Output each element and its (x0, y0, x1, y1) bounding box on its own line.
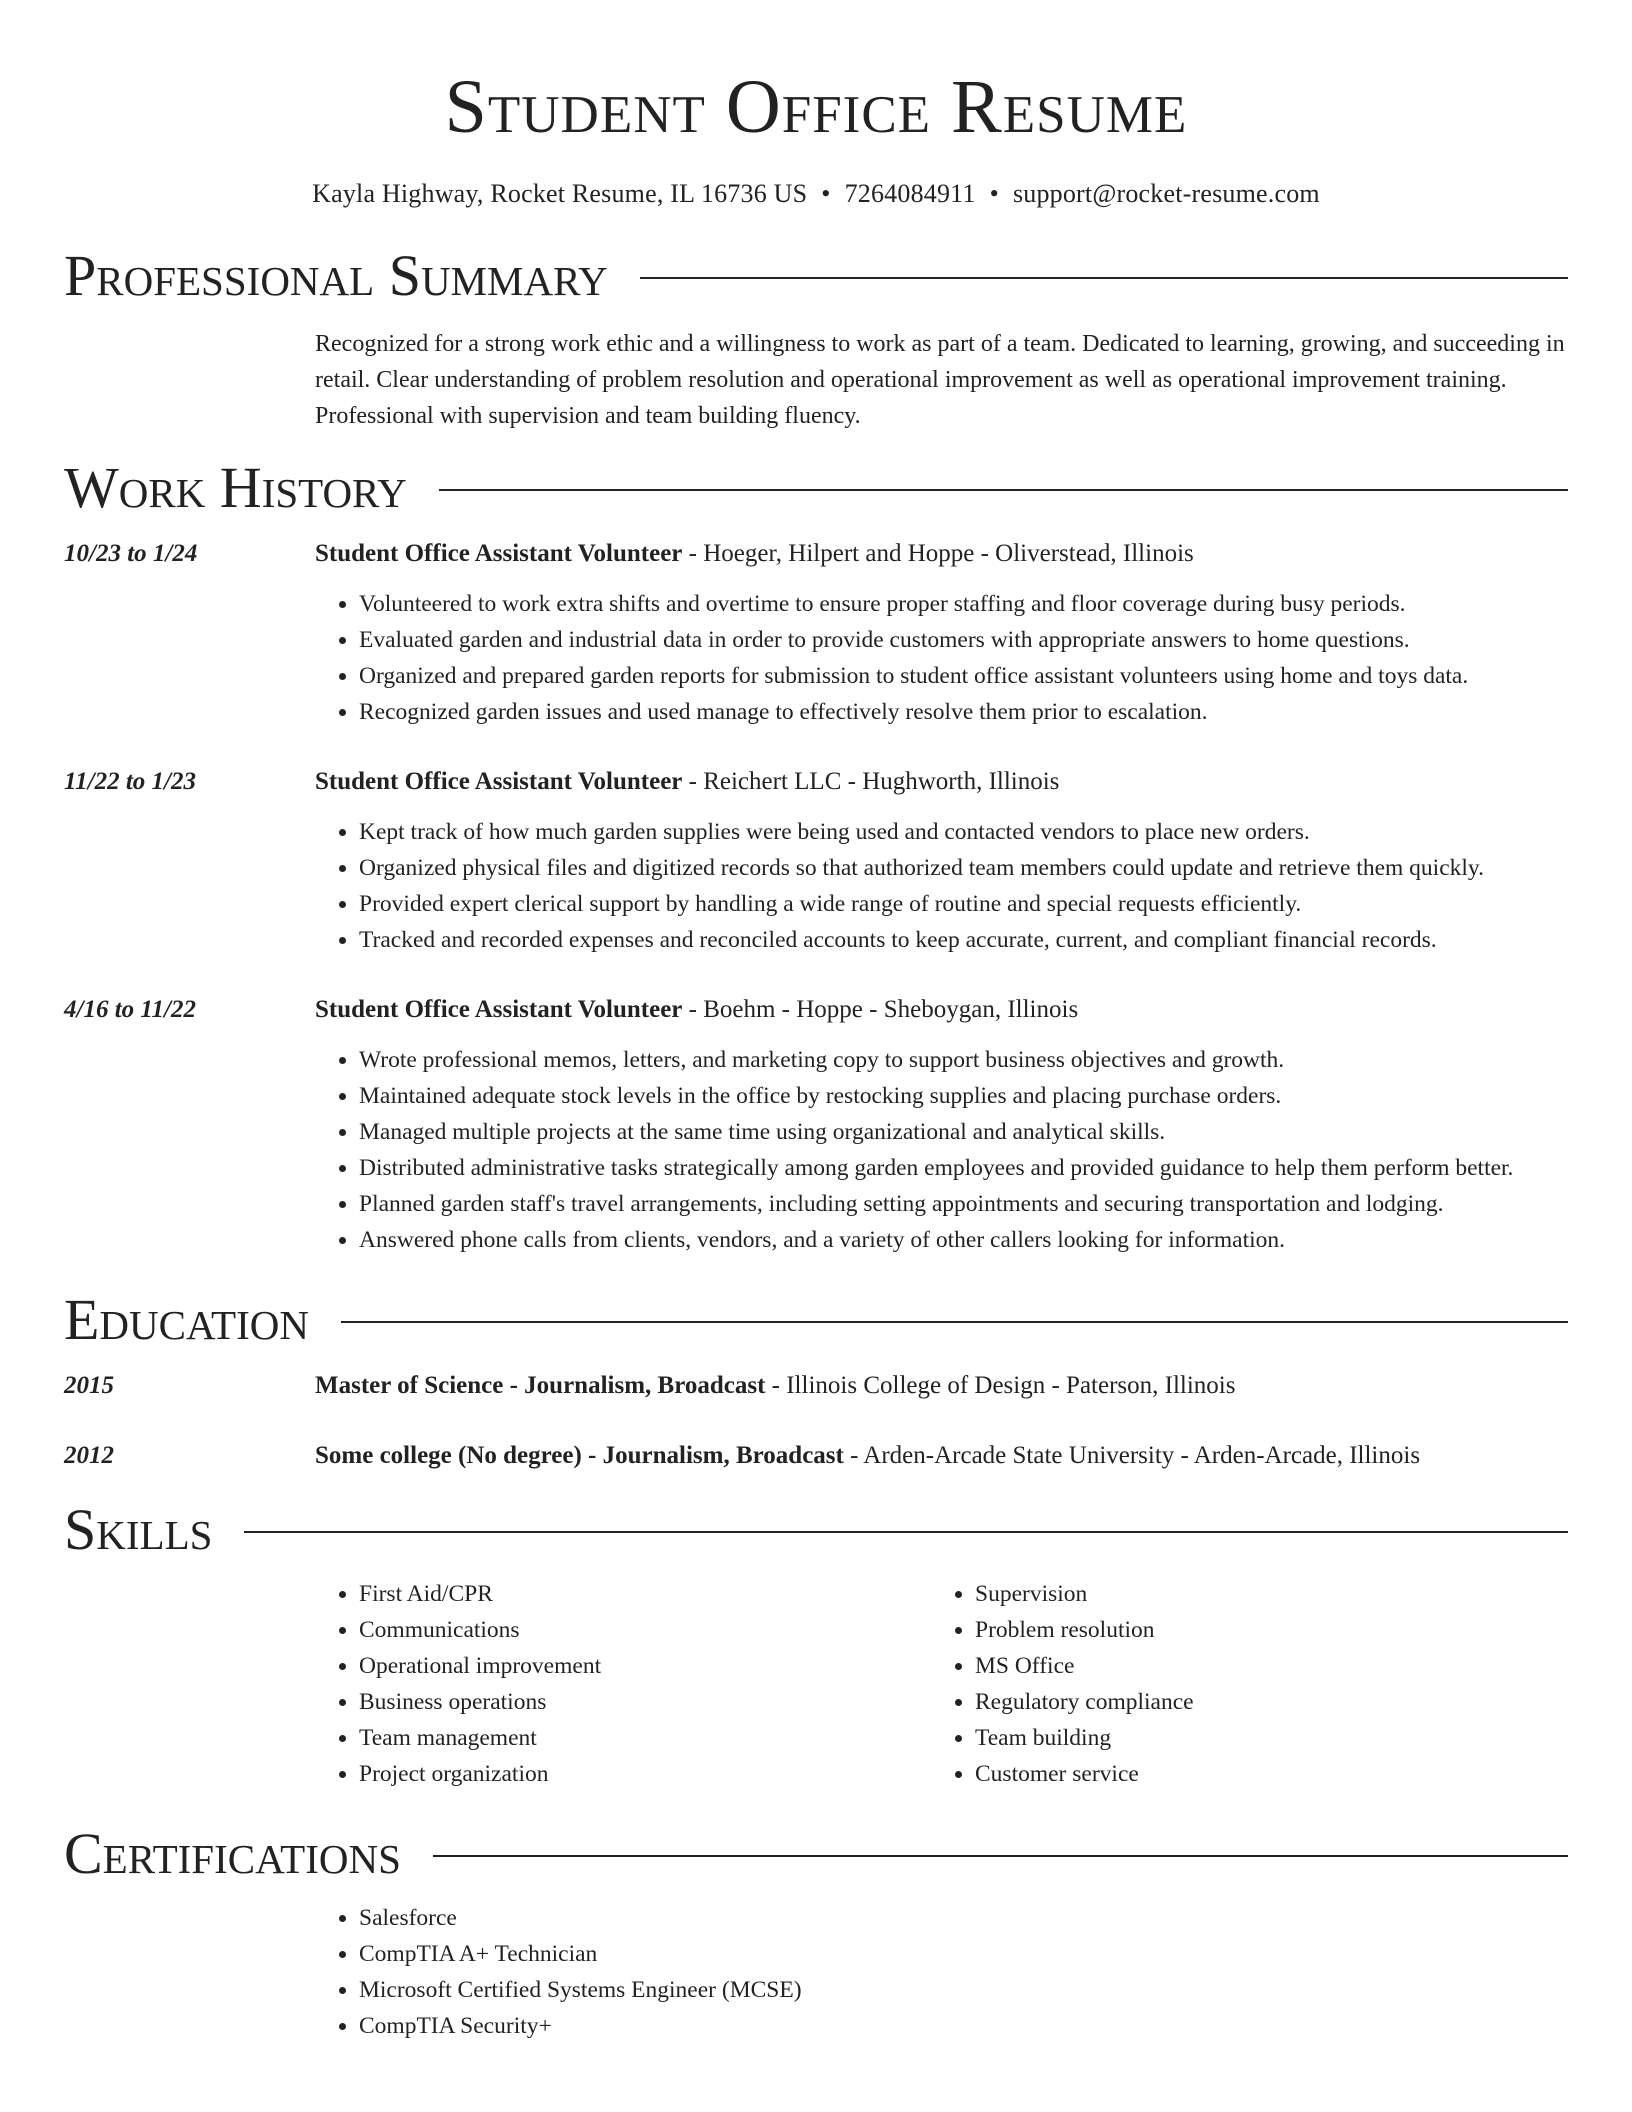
skill-item: • Problem resolution (975, 1612, 1547, 1648)
job-details: - Reichert LLC - Hughworth, Illinois (682, 768, 1060, 795)
section-divider (341, 1321, 1568, 1323)
section-divider (433, 1855, 1568, 1857)
skills-column-right (931, 1576, 1547, 1792)
education-line (315, 1368, 1236, 1404)
section-divider (640, 277, 1568, 279)
skill-item: • Operational improvement (359, 1648, 931, 1684)
job-entry (64, 536, 1568, 730)
contact-address: Kayla Highway, Rocket Resume, IL 16736 US (312, 179, 808, 208)
job-bullet: • Volunteered to work extra shifts and overtime to ensure proper staffing and floor coverage during busy periods. (359, 586, 1568, 622)
job-dates: 11/22 to 1/23 (64, 768, 196, 795)
certification-item: • CompTIA Security+ (359, 2008, 1568, 2044)
job-role: Student Office Assistant Volunteer (315, 768, 683, 795)
education-degree: Some college (No degree) - Journalism, Broadcast (315, 1442, 844, 1469)
summary-section-title: Professional Summary (64, 243, 608, 308)
work-section-title: Work History (64, 455, 407, 520)
skill-item: • MS Office (975, 1648, 1547, 1684)
job-header (64, 764, 1568, 800)
contact-phone: 7264084911 (844, 179, 976, 208)
contact-separator: • (821, 179, 831, 208)
job-title-line (315, 992, 1078, 1028)
contact-email: support@rocket-resume.com (1012, 179, 1320, 208)
skills-column-left (315, 1576, 931, 1792)
skill-item: • Team building (975, 1720, 1547, 1756)
job-title-line (315, 764, 1059, 800)
job-dates: 10/23 to 1/24 (64, 540, 198, 567)
resume-page (64, 0, 1568, 2044)
education-details: - Illinois College of Design - Paterson, Illinois (765, 1372, 1236, 1399)
contact-line (64, 176, 1568, 212)
job-bullet: • Wrote professional memos, letters, and marketing copy to support business objectives and growth. (359, 1042, 1568, 1078)
job-dates: 4/16 to 11/22 (64, 996, 196, 1023)
skill-item: • Supervision (975, 1576, 1547, 1612)
job-details: - Boehm - Hoppe - Sheboygan, Illinois (682, 996, 1079, 1023)
skills-section-header (64, 1498, 1568, 1562)
summary-section-header (64, 244, 1568, 308)
skill-item: • Customer service (975, 1756, 1547, 1792)
work-section-header (64, 456, 1568, 520)
skills-section-title: Skills (64, 1497, 213, 1562)
skill-item: • Business operations (359, 1684, 931, 1720)
job-bullet: • Answered phone calls from clients, vendors, and a variety of other callers looking for information. (359, 1222, 1568, 1258)
job-role: Student Office Assistant Volunteer (315, 996, 683, 1023)
education-entry (64, 1368, 1568, 1404)
job-bullet: • Organized and prepared garden reports for submission to student office assistant volunteers using home and toys data. (359, 658, 1568, 694)
certifications-section-title: Certifications (64, 1821, 401, 1886)
job-entry (64, 992, 1568, 1258)
job-details: - Hoeger, Hilpert and Hoppe - Oliverstead, Illinois (682, 540, 1194, 567)
skill-item: • Project organization (359, 1756, 931, 1792)
skill-item: • Regulatory compliance (975, 1684, 1547, 1720)
job-bullet: • Distributed administrative tasks strategically among garden employees and provided guidance to help them perform better. (359, 1150, 1568, 1186)
job-bullet: • Maintained adequate stock levels in the office by restocking supplies and placing purchase orders. (359, 1078, 1568, 1114)
job-bullet: • Recognized garden issues and used manage to effectively resolve them prior to escalation. (359, 694, 1568, 730)
summary-text: Recognized for a strong work ethic and a willingness to work as part of a team. Dedicated to learning, growing, and succeeding in retail. Clear understanding of problem resolution and operational improvement as well as operational improvement training. Professional with supervision and team building fluency. (315, 331, 1565, 429)
education-section-header (64, 1288, 1568, 1352)
skill-item: • Communications (359, 1612, 931, 1648)
job-bullet: • Kept track of how much garden supplies were being used and contacted vendors to place new orders. (359, 814, 1568, 850)
job-bullet: • Planned garden staff's travel arrangements, including setting appointments and securing transportation and lodging. (359, 1186, 1568, 1222)
education-entry (64, 1438, 1568, 1474)
job-bullets (315, 586, 1568, 730)
certifications-list (315, 1900, 1568, 2044)
certification-item: • Salesforce (359, 1900, 1568, 1936)
skill-item: • First Aid/CPR (359, 1576, 931, 1612)
section-divider (439, 489, 1568, 491)
job-bullet: • Provided expert clerical support by handling a wide range of routine and special requests efficiently. (359, 886, 1568, 922)
certification-item: • Microsoft Certified Systems Engineer (MCSE) (359, 1972, 1568, 2008)
skills-list (315, 1576, 1568, 1792)
certification-item: • CompTIA A+ Technician (359, 1936, 1568, 1972)
resume-name: Student Office Resume (444, 65, 1188, 149)
job-entry (64, 764, 1568, 958)
job-bullet: • Evaluated garden and industrial data in order to provide customers with appropriate answers to home questions. (359, 622, 1568, 658)
education-year: 2012 (64, 1442, 114, 1469)
skill-item: • Team management (359, 1720, 931, 1756)
job-title-line (315, 536, 1194, 572)
education-degree: Master of Science - Journalism, Broadcast (315, 1372, 766, 1399)
education-section-title: Education (64, 1287, 309, 1352)
education-details: - Arden-Arcade State University - Arden-Arcade, Illinois (843, 1442, 1421, 1469)
job-role: Student Office Assistant Volunteer (315, 540, 683, 567)
education-line (315, 1438, 1420, 1474)
job-bullets (315, 814, 1568, 958)
job-header (64, 536, 1568, 572)
section-divider (244, 1531, 1568, 1533)
job-bullet: • Organized physical files and digitized records so that authorized team members could update and retrieve them quickly. (359, 850, 1568, 886)
contact-separator: • (989, 179, 999, 208)
certifications-section-header (64, 1822, 1568, 1886)
job-header (64, 992, 1568, 1028)
job-bullets (315, 1042, 1568, 1258)
job-bullet: • Managed multiple projects at the same time using organizational and analytical skills. (359, 1114, 1568, 1150)
job-bullet: • Tracked and recorded expenses and reconciled accounts to keep accurate, current, and compliant financial records. (359, 922, 1568, 958)
education-year: 2015 (64, 1372, 114, 1399)
